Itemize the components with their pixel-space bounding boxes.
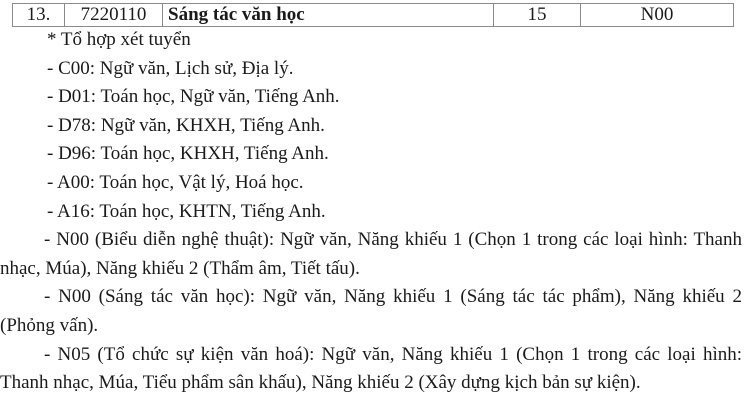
combination-cell: N00 — [581, 4, 734, 27]
section-heading: * Tổ hợp xét tuyển — [47, 29, 191, 50]
table-row — [13, 4, 734, 27]
combination-item: - A00: Toán học, Vật lý, Hoá học. — [47, 171, 304, 193]
quota-cell: 15 — [494, 4, 581, 27]
talent-combination-paragraph: - N05 (Tổ chức sự kiện văn hoá): Ngữ văn, Năng khiếu 1 (Chọn 1 trong các loại hình: Thanh nhạc, Múa, Tiểu phẩm sân khấu), Năng khiếu 2 (Xây dựng kịch bản sự kiện). — [0, 343, 742, 394]
talent-combination-paragraph: - N00 (Biểu diễn nghệ thuật): Ngữ văn, Năng khiếu 1 (Chọn 1 trong các loại hình: Thanh nhạc, Múa), Năng khiếu 2 (Thẩm âm, Tiết tấu). — [0, 229, 742, 279]
combination-item: - C00: Ngữ văn, Lịch sử, Địa lý. — [47, 57, 294, 79]
major-code-cell: 7220110 — [65, 4, 163, 27]
combination-item: - D96: Toán học, KHXH, Tiếng Anh. — [47, 143, 329, 165]
talent-combination-paragraph: - N00 (Sáng tác văn học): Ngữ văn, Năng khiếu 1 (Sáng tác tác phẩm), Năng khiếu 2 (Phỏng vấn). — [0, 286, 742, 336]
admission-combinations-section — [0, 26, 742, 398]
major-name-cell: Sáng tác văn học — [163, 4, 494, 27]
combination-item: - D78: Ngữ văn, KHXH, Tiếng Anh. — [47, 114, 325, 136]
combination-item: - A16: Toán học, KHTN, Tiếng Anh. — [47, 200, 326, 222]
major-table — [12, 3, 734, 27]
row-index-cell: 13. — [13, 4, 65, 27]
combination-item: - D01: Toán học, Ngữ văn, Tiếng Anh. — [47, 86, 340, 108]
